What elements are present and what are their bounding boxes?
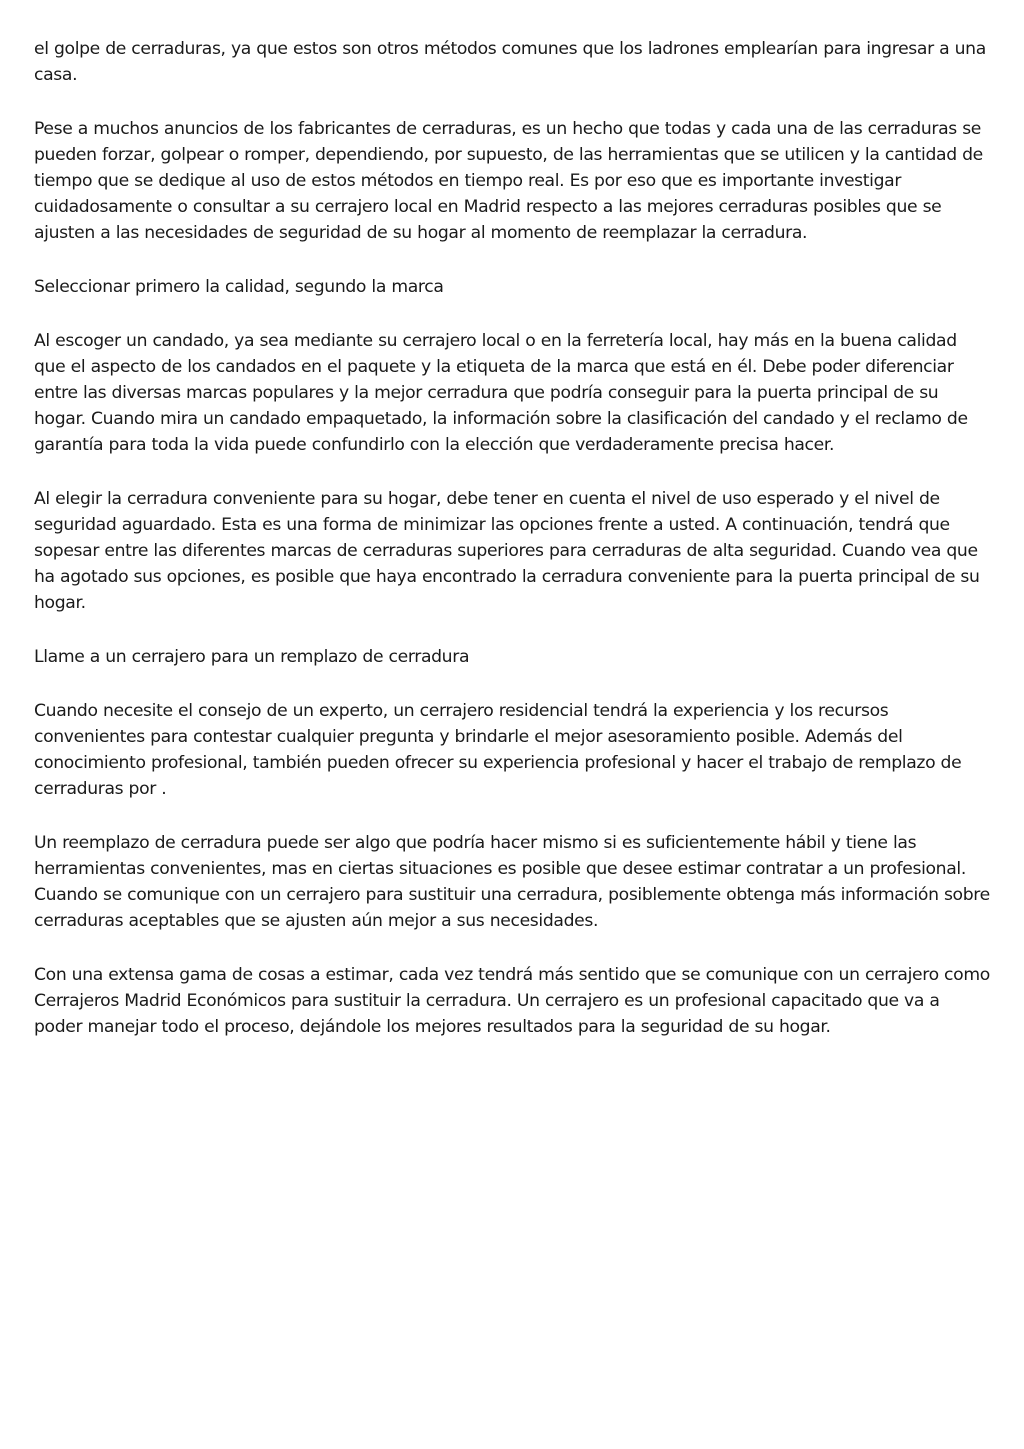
- document-page: [34, 36, 992, 1068]
- paragraph: Un reemplazo de cerradura puede ser algo que podría hacer mismo si es suficientemente hábil y tiene las herramientas convenientes, mas en ciertas situaciones es posible que desee estimar contratar a un profesional. Cuando se comunique con un cerrajero para sustituir una cerradura, posiblemente obtenga más información sobre cerraduras aceptables que se ajusten aún mejor a sus necesidades.: [34, 833, 990, 931]
- paragraph: Al elegir la cerradura conveniente para su hogar, debe tener en cuenta el nivel de uso esperado y el nivel de seguridad aguardado. Esta es una forma de minimizar las opciones frente a usted. A continuación, tendrá que sopesar entre las diferentes marcas de cerraduras superiores para cerraduras de alta seguridad. Cuando vea que ha agotado sus opciones, es posible que haya encontrado la cerradura conveniente para la puerta principal de su hogar.: [34, 489, 980, 613]
- paragraph: Cuando necesite el consejo de un experto, un cerrajero residencial tendrá la experiencia y los recursos convenientes para contestar cualquier pregunta y brindarle el mejor asesoramiento posible. Además del conocimiento profesional, también pueden ofrecer su experiencia profesional y hacer el trabajo de remplazo de cerraduras por .: [34, 701, 962, 799]
- section-heading: Seleccionar primero la calidad, segundo la marca: [34, 277, 444, 297]
- paragraph: Con una extensa gama de cosas a estimar, cada vez tendrá más sentido que se comunique con un cerrajero como Cerrajeros Madrid Económicos para sustituir la cerradura. Un cerrajero es un profesional capacitado que va a poder manejar todo el proceso, dejándole los mejores resultados para la seguridad de su hogar.: [34, 965, 990, 1037]
- paragraph: Pese a muchos anuncios de los fabricantes de cerraduras, es un hecho que todas y cada una de las cerraduras se pueden forzar, golpear o romper, dependiendo, por supuesto, de las herramientas que se utilicen y la cantidad de tiempo que se dedique al uso de estos métodos en tiempo real. Es por eso que es importante investigar cuidadosamente o consultar a su cerrajero local en Madrid respecto a las mejores cerraduras posibles que se ajusten a las necesidades de seguridad de su hogar al momento de reemplazar la cerradura.: [34, 119, 983, 243]
- section-heading: Llame a un cerrajero para un remplazo de cerradura: [34, 647, 470, 667]
- paragraph: Al escoger un candado, ya sea mediante su cerrajero local o en la ferretería local, hay más en la buena calidad que el aspecto de los candados en el paquete y la etiqueta de la marca que está en él. Debe poder diferenciar entre las diversas marcas populares y la mejor cerradura que podría conseguir para la puerta principal de su hogar. Cuando mira un candado empaquetado, la información sobre la clasificación del candado y el reclamo de garantía para toda la vida puede confundirlo con la elección que verdaderamente precisa hacer.: [34, 331, 968, 455]
- paragraph: el golpe de cerraduras, ya que estos son otros métodos comunes que los ladrones emplearían para ingresar a una casa.: [34, 39, 986, 85]
